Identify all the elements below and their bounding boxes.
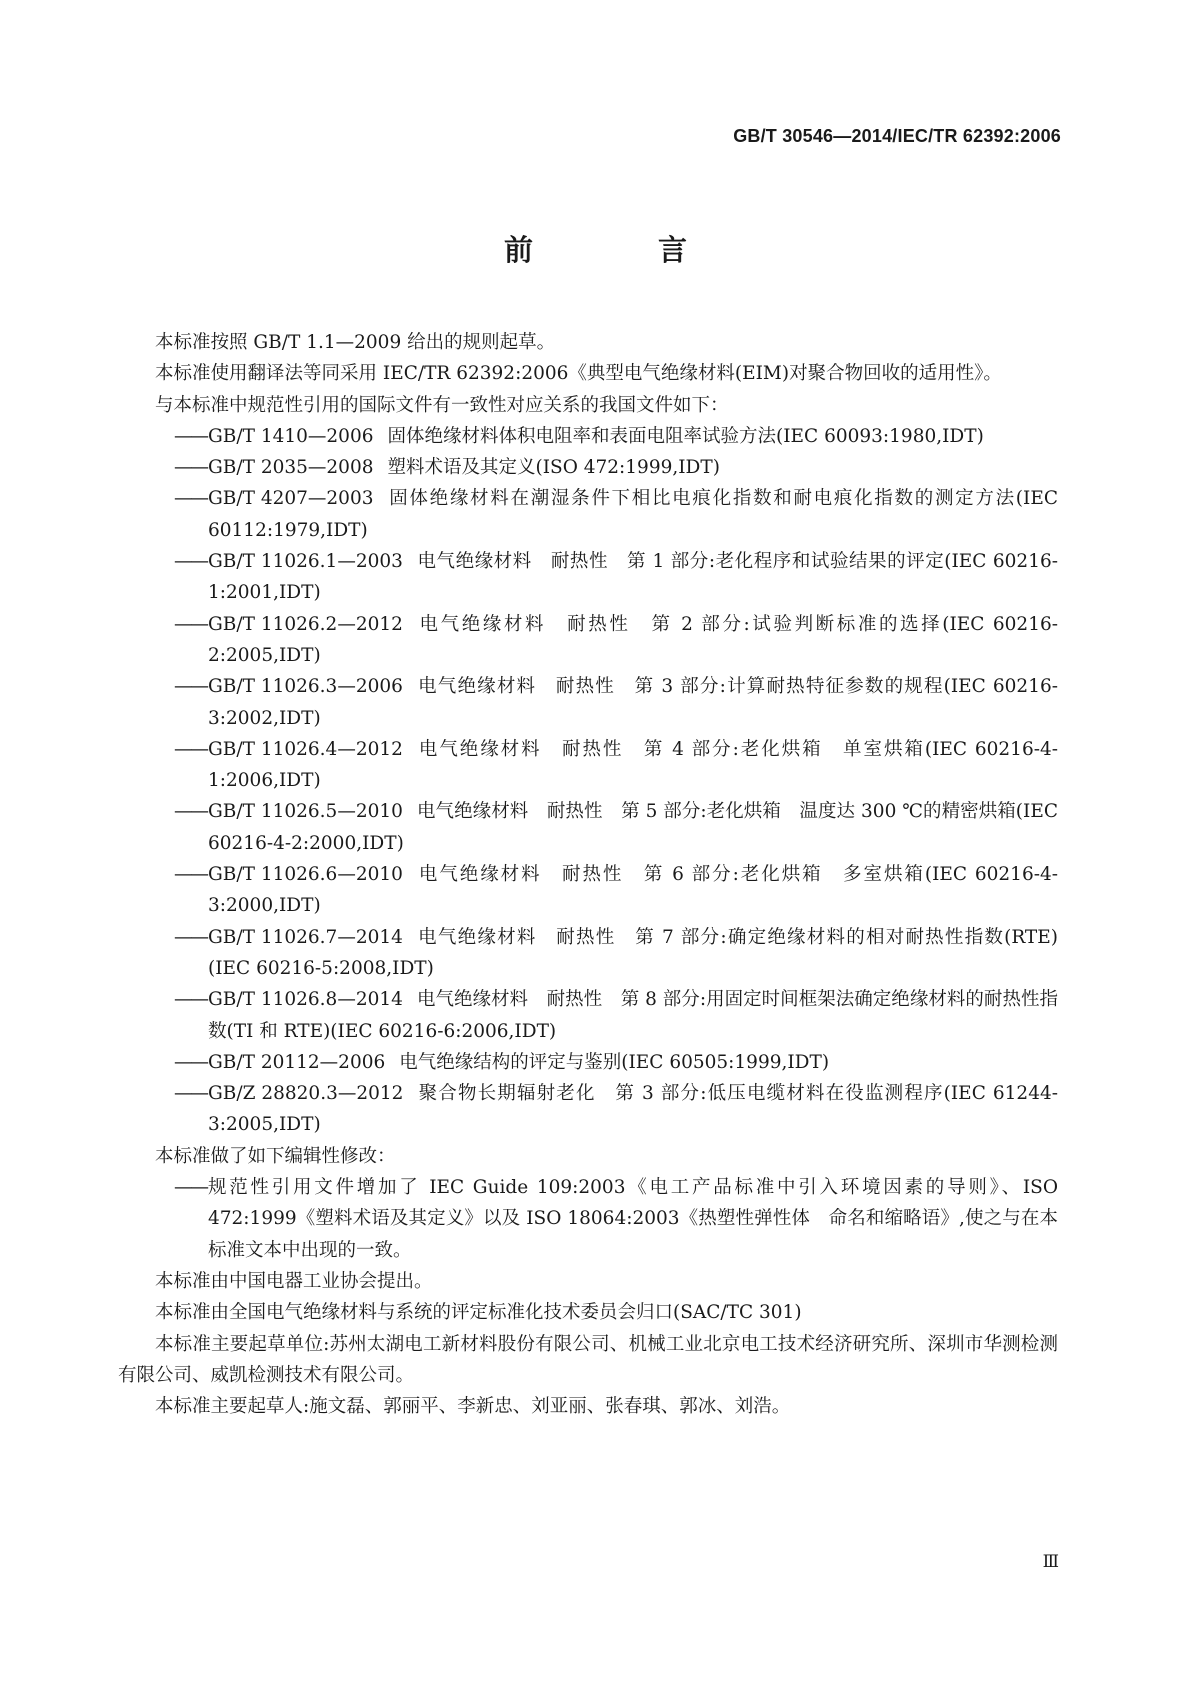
reference-item: [118, 546, 1058, 609]
reference-item: [118, 483, 1058, 546]
reference-title: 电气绝缘材料 耐热性 第 6 部分:老化烘箱 多室烘箱(IEC 60216-4-3:2000,IDT): [208, 864, 1058, 917]
reference-title: 电气绝缘结构的评定与鉴别(IEC 60505:1999,IDT): [399, 1051, 830, 1073]
list-dash: ——: [174, 488, 207, 510]
list-dash: ——: [174, 551, 207, 573]
reference-code: GB/T 4207—2003: [208, 488, 374, 510]
reference-code: GB/Z 28820.3—2012: [208, 1083, 404, 1105]
paragraph-committee: 本标准由全国电气绝缘材料与系统的评定标准化技术委员会归口(SAC/TC 301): [155, 1302, 802, 1324]
reference-body: [208, 796, 1058, 859]
list-dash: ——: [174, 1083, 207, 1105]
reference-code: GB/T 11026.7—2014: [208, 926, 403, 948]
reference-body: [208, 734, 1058, 797]
reference-code: GB/T 11026.3—2006: [208, 676, 403, 698]
reference-item: [118, 452, 1058, 483]
reference-list: [118, 421, 1058, 1141]
reference-body: [208, 483, 1058, 546]
list-dash: ——: [174, 613, 207, 635]
reference-code: GB/T 20112—2006: [208, 1051, 386, 1073]
reference-item: [118, 922, 1058, 985]
reference-item: [118, 1047, 1058, 1078]
paragraph-drafting-rules: 本标准按照 GB/T 1.1—2009 给出的规则起草。: [155, 332, 556, 353]
reference-title: 塑料术语及其定义(ISO 472:1999,IDT): [387, 457, 720, 479]
reference-title: 聚合物长期辐射老化 第 3 部分:低压电缆材料在役监测程序(IEC 61244-3:2005,IDT): [208, 1083, 1058, 1136]
editorial-item: [118, 1172, 1058, 1266]
reference-item: [118, 984, 1058, 1047]
reference-title: 电气绝缘材料 耐热性 第 4 部分:老化烘箱 单室烘箱(IEC 60216-4-1:2006,IDT): [208, 738, 1058, 792]
document-body: [118, 327, 1058, 1422]
list-dash: ——: [174, 801, 207, 823]
list-dash: ——: [174, 989, 207, 1011]
reference-code: GB/T 11026.4—2012: [208, 738, 403, 760]
reference-item: [118, 609, 1058, 672]
reference-code: GB/T 1410—2006: [208, 425, 374, 447]
editorial-list: [118, 1172, 1058, 1266]
reference-item: [118, 796, 1058, 859]
list-dash: ——: [174, 864, 207, 886]
reference-body: [208, 421, 1058, 452]
paragraph-references-intro: 与本标准中规范性引用的国际文件有一致性对应关系的我国文件如下：: [155, 394, 729, 416]
reference-title: 电气绝缘材料 耐热性 第 5 部分:老化烘箱 温度达 300 ℃的精密烘箱(IEC 60216-4-2:2000,IDT): [208, 801, 1058, 854]
standard-code-header: GB/T 30546—2014/IEC/TR 62392:2006: [733, 126, 1061, 146]
reference-title: 固体绝缘材料在潮湿条件下相比电痕化指数和耐电痕化指数的测定方法(IEC 60112:1979,IDT): [208, 488, 1058, 541]
reference-body: [208, 1078, 1058, 1141]
reference-item: [118, 671, 1058, 734]
list-dash: ——: [174, 676, 207, 698]
list-dash: ——: [174, 457, 207, 479]
paragraph-adoption: 本标准使用翻译法等同采用 IEC/TR 62392:2006《典型电气绝缘材料(EIM)对聚合物回收的适用性》。: [155, 363, 1002, 385]
reference-body: [208, 984, 1058, 1047]
reference-body: [208, 609, 1058, 672]
list-dash: ——: [174, 1177, 207, 1199]
paragraph-proposer: 本标准由中国电器工业协会提出。: [155, 1270, 433, 1292]
reference-code: GB/T 11026.1—2003: [208, 551, 403, 573]
reference-body: [208, 1047, 1058, 1078]
reference-title: 固体绝缘材料体积电阻率和表面电阻率试验方法(IEC 60093:1980,IDT): [387, 425, 984, 447]
reference-title: 电气绝缘材料 耐热性 第 1 部分:老化程序和试验结果的评定(IEC 60216-1:2001,IDT): [208, 551, 1058, 604]
reference-body: [208, 922, 1058, 985]
reference-item: [118, 421, 1058, 452]
reference-code: GB/T 11026.6—2010: [208, 864, 403, 886]
reference-code: GB/T 11026.5—2010: [208, 801, 403, 823]
list-dash: ——: [174, 425, 207, 447]
reference-code: GB/T 2035—2008: [208, 457, 374, 479]
list-dash: ——: [174, 926, 207, 948]
reference-body: [208, 859, 1058, 922]
reference-title: 电气绝缘材料 耐热性 第 2 部分:试验判断标准的选择(IEC 60216-2:2005,IDT): [208, 613, 1058, 666]
reference-title: 电气绝缘材料 耐热性 第 3 部分:计算耐热特征参数的规程(IEC 60216-3:2002,IDT): [208, 676, 1058, 729]
reference-item: [118, 1078, 1058, 1141]
reference-title: 电气绝缘材料 耐热性 第 8 部分:用固定时间框架法确定绝缘材料的耐热性指数(TI 和 RTE)(IEC 60216-6:2006,IDT): [208, 989, 1058, 1042]
reference-body: [208, 546, 1058, 609]
list-dash: ——: [174, 1051, 207, 1073]
reference-title: 电气绝缘材料 耐热性 第 7 部分:确定绝缘材料的相对耐热性指数(RTE)(IEC 60216-5:2008,IDT): [208, 926, 1058, 979]
paragraph-drafters: 本标准主要起草人:施文磊、郭丽平、李新忠、刘亚丽、张春琪、郭冰、刘浩。: [155, 1396, 791, 1418]
reference-body: [208, 452, 1058, 483]
paragraph-editorial-intro: 本标准做了如下编辑性修改：: [155, 1145, 396, 1167]
page-title: 前 言: [503, 233, 735, 267]
reference-code: GB/T 11026.8—2014: [208, 989, 403, 1011]
reference-item: [118, 859, 1058, 922]
reference-item: [118, 734, 1058, 797]
list-dash: ——: [174, 738, 207, 760]
editorial-text: 规范性引用文件增加了 IEC Guide 109:2003《电工产品标准中引入环境因素的导则》、ISO 472:1999《塑料术语及其定义》以及 ISO 18064:2003《热塑性弹性体 命名和缩略语》,使之与在本标准文本中出现的一致。: [208, 1177, 1058, 1261]
paragraph-drafting-units: 本标准主要起草单位:苏州太湖电工新材料股份有限公司、机械工业北京电工技术经济研究所、深圳市华测检测有限公司、威凯检测技术有限公司。: [118, 1333, 1058, 1386]
page-number: Ⅲ: [1042, 1552, 1059, 1572]
reference-body: [208, 671, 1058, 734]
reference-code: GB/T 11026.2—2012: [208, 613, 403, 635]
